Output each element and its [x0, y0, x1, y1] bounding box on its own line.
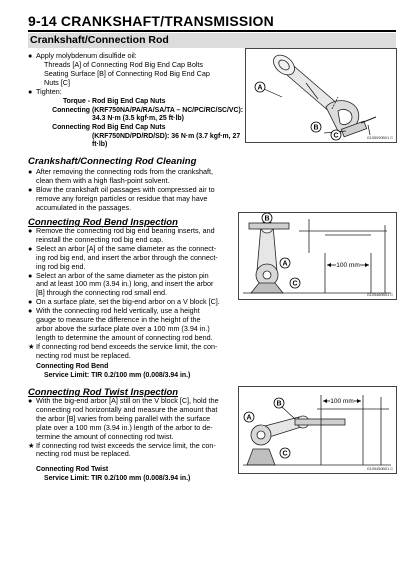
callout-b	[274, 398, 295, 419]
cleaning-bullet	[28, 186, 232, 213]
torque-line: ft·lb)	[92, 141, 108, 149]
bullet-line: Blow the crankshaft oil passages with compressed air to	[36, 184, 215, 194]
torque-line: Rod Big End Cap Nuts	[92, 124, 166, 131]
torque-spec-2	[28, 124, 264, 154]
bullet-line: plate over a 100 mm (3.94 in.) length of the arbor to de-	[36, 422, 213, 432]
figure-conrod-bolts	[245, 48, 397, 143]
apply-oil-sublist	[28, 61, 232, 88]
bullet-line: reinstall the connecting rod big end cap.	[36, 234, 164, 244]
bullet-line: With the big-end arbor [A] still on the V block [C], hold the	[36, 396, 219, 405]
callout-c-label: C	[292, 280, 298, 288]
bullet-line: connecting rod horizontally and measure the amount that	[36, 404, 218, 414]
callout-c-label: C	[282, 450, 288, 458]
callout-b	[311, 122, 321, 132]
twist-list	[28, 397, 232, 459]
dimension-label: 100 mm	[336, 262, 360, 269]
torque-label: Torque - Connecting	[52, 98, 90, 114]
bullet-line: the arbor [B] varies from being parallel with the surface	[36, 413, 211, 423]
bend-service-limit	[36, 362, 236, 380]
bullet-mark: ●	[28, 396, 33, 405]
conrod-bolts-illustration	[246, 49, 396, 142]
sub-line: Seating Surface [B] of Connecting Rod Big End Cap	[44, 68, 210, 78]
bullet-line: If connecting rod bend exceeds the service limit, the con-	[36, 341, 218, 351]
bullet-line: After removing the connecting rods from the crankshaft,	[36, 167, 213, 176]
callout-c-label: C	[333, 132, 339, 140]
dimension-100mm	[323, 396, 361, 405]
callout-a-label: A	[246, 414, 252, 422]
bend-bullet	[28, 272, 232, 299]
bullet-line: gauge to measure the difference in the height of the	[36, 315, 201, 325]
spec-title: Connecting Rod Bend	[36, 363, 109, 370]
figure-code: G105480B01 C	[366, 293, 393, 297]
dimension-label: 100 mm	[330, 398, 354, 405]
bullet-apply-oil	[28, 52, 232, 61]
bend-inspection-illustration	[239, 213, 396, 299]
bend-bullet	[28, 245, 232, 272]
callout-c	[331, 130, 341, 140]
callout-a	[255, 82, 282, 97]
bullet-line: If connecting rod twist exceeds the service limit, the con-	[36, 440, 216, 450]
bullet-mark: ●	[28, 226, 33, 235]
bullet-line: termine the amount of connecting rod twist.	[36, 431, 174, 441]
header-rule	[28, 30, 396, 32]
bend-title: Connecting Rod Bend Inspection	[28, 217, 178, 228]
figure-bend-inspection	[238, 212, 397, 300]
callout-b	[262, 213, 272, 223]
spec-value: Service Limit: TIR 0.2/100 mm (0.008/3.94 in.)	[44, 475, 191, 482]
bullet-line: Select an arbor of the same diameter as the piston pin	[36, 270, 209, 280]
bullet-text: Tighten:	[36, 86, 62, 96]
bullet-mark: ●	[28, 270, 33, 280]
bullet-mark: ●	[28, 306, 33, 316]
dimension-100mm	[327, 260, 369, 269]
bullet-line: necting rod must be replaced.	[36, 449, 131, 459]
bullet-line: ing rod big end.	[36, 261, 86, 271]
sub-line: Nuts [C]	[44, 77, 70, 87]
callout-a-label: A	[282, 260, 288, 268]
spec-value: Service Limit: TIR 0.2/100 mm (0.008/3.94 in.)	[44, 372, 191, 379]
bend-list	[28, 227, 232, 361]
spec-title: Connecting Rod Twist	[36, 466, 109, 473]
callout-b-label: B	[313, 124, 319, 132]
figure-twist-inspection	[238, 386, 397, 474]
bullet-line: Select an arbor [A] of the same diameter as the connect-	[36, 243, 217, 253]
twist-title: Connecting Rod Twist Inspection	[28, 387, 179, 398]
callout-c	[290, 278, 300, 288]
bullet-mark: ●	[28, 243, 33, 253]
twist-service-limit	[36, 465, 236, 483]
figure-code: G105450B01 C	[366, 467, 393, 471]
torque-line: (KRF750ND/PD/RD/SD): 36 N·m (3.7 kgf·m, 27	[92, 132, 241, 140]
bullet-line: arbor above the surface plate over a 100 mm (3.94 in.)	[36, 323, 210, 333]
bullet-line: accumulated in the passages.	[36, 202, 132, 212]
bullet-dot: ●	[28, 167, 33, 176]
bullet-dot: ●	[28, 86, 33, 96]
cleaning-list	[28, 168, 232, 213]
callout-a	[280, 258, 290, 268]
sub-line: Threads [A] of Connecting Rod Big End Cap Bolts	[44, 59, 204, 69]
torque-label: Connecting	[52, 124, 90, 131]
bullet-line: necting rod must be replaced.	[36, 350, 131, 360]
bullet-mark: ★	[28, 440, 35, 450]
bullet-line: ing rod big end, and insert the arbor through the connect-	[36, 252, 218, 262]
bullet-text: Apply molybdenum disulfide oil:	[36, 51, 137, 60]
cleaning-bullet	[28, 168, 232, 186]
intro-block	[28, 52, 232, 97]
bullet-mark: ●	[28, 297, 33, 307]
twist-bullet	[28, 397, 232, 442]
cleaning-title: Crankshaft/Connecting Rod Cleaning	[28, 156, 197, 167]
twist-bullet	[28, 442, 232, 460]
callout-b-label: B	[264, 215, 270, 223]
bullet-line: Remove the connecting rod big end bearing inserts, and	[36, 226, 215, 235]
bend-bullet	[28, 307, 232, 343]
torque-line: 34.3 N·m (3.5 kgf·m, 25 ft·lb)	[92, 115, 184, 123]
bullet-line: remove any foreign particles or residue that may have	[36, 193, 208, 203]
bullet-tighten	[28, 88, 232, 97]
callout-b-label: B	[276, 400, 282, 408]
bullet-line: and at least 100 mm (3.94 in.) long, and insert the arbor	[36, 279, 214, 289]
twist-inspection-illustration	[239, 387, 396, 473]
bullet-line: length to determine the amount of connecting rod bend.	[36, 332, 213, 342]
torque-line: Rod Big End Cap Nuts	[92, 98, 166, 105]
bullet-line: With the connecting rod held vertically, use a height	[36, 306, 200, 316]
bend-bullet	[28, 343, 232, 361]
bullet-dot: ●	[28, 184, 33, 194]
section-subtitle: Crankshaft/Connection Rod	[28, 33, 396, 48]
figure-code: G105090B01 C	[366, 136, 393, 140]
torque-line: (KRF750NA/PA/RA/SA/TA – NC/PC/RC/SC/VC):	[92, 106, 244, 114]
bend-bullet	[28, 227, 232, 245]
bullet-line: On a surface plate, set the big-end arbor on a V block [C].	[36, 297, 220, 307]
callout-a-label: A	[257, 84, 263, 92]
bullet-mark: ★	[28, 341, 35, 351]
page-title: 9-14 CRANKSHAFT/TRANSMISSION	[28, 13, 274, 29]
bullet-line: [B] through the connecting rod small end.	[36, 288, 168, 298]
callout-a	[244, 412, 254, 422]
bullet-line: clean them with a high flash-point solvent.	[36, 175, 170, 185]
bullet-dot: ●	[28, 51, 33, 60]
callout-c	[280, 448, 290, 458]
